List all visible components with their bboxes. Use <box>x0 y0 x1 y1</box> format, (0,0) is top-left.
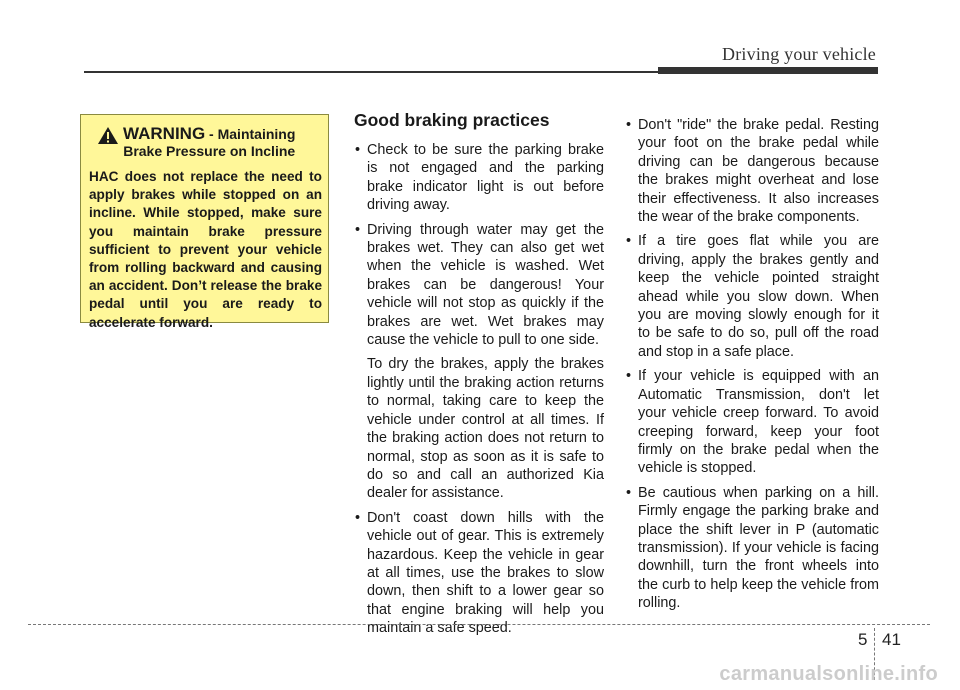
list-item: • Driving through water may get the brakes wet. They can also get wet when the vehicle is washed. Wet brakes can be dangerous! Your vehicle will not stop as quickly if the brakes are wet. Wet brakes may cause the vehicle to pull to one side. <box>354 221 604 350</box>
list-item: • Don't "ride" the brake pedal. Resting your foot on the brake pedal while driving can be dangerous because the brakes might overheat and lose their effectiveness. It also increases the wear of the brake components. <box>625 116 879 226</box>
warning-title <box>89 125 322 160</box>
warning-body: HAC does not replace the need to apply brakes while stopped on an incline. While stopped, make sure you maintain brake pressure sufficient to prevent your vehicle from rolling backward and causing an accident. Don’t release the brake pedal until you are ready to accelerate forward. <box>89 169 322 330</box>
list-item: • Be cautious when parking on a hill. Firmly engage the parking brake and place the shift lever in P (automatic transmission). If your vehicle is facing downhill, turn the front wheels into the curb to help keep the vehicle from rolling. <box>625 484 879 613</box>
column-middle <box>354 110 604 644</box>
warning-triangle-icon <box>97 126 119 145</box>
list-item: • Don't coast down hills with the vehicle out of gear. This is extremely hazardous. Keep the vehicle in gear at all times, use the brakes to slow down, then shift to a lower gear so that engine braking will help you maintain a safe speed. <box>354 509 604 638</box>
footer-rule <box>28 624 930 625</box>
section-heading: Good braking practices <box>354 110 550 130</box>
running-header: Driving your vehicle <box>722 44 876 64</box>
header-rule <box>84 71 660 73</box>
chapter-number: 5 <box>858 630 868 649</box>
wet-brakes-followup: To dry the brakes, apply the brakes lightly until the braking action returns to normal, taking care to keep the vehicle under control at all times. If the braking action does not return to normal, stop as soon as it is safe to do so and call an authorized Kia dealer for assistance. <box>367 356 604 502</box>
page-number: 41 <box>882 630 901 649</box>
list-item: • If your vehicle is equipped with an Automatic Transmission, don't let your vehicle creep forward. To avoid creeping forward, keep your foot firmly on the brake pedal when the vehicle is stopped. <box>625 367 879 477</box>
braking-tips-list-continued <box>625 116 879 613</box>
warning-box <box>80 114 329 330</box>
list-item: • If a tire goes flat while you are driving, apply the brakes gently and keep the vehicle pointed straight ahead while you slow down. When you are moving slowly enough for it to be safe to do so, pull off the road and stop in a safe place. <box>625 232 879 361</box>
warning-label: WARNING <box>123 124 206 143</box>
warning-title-suffix: - Maintaining <box>205 126 296 142</box>
watermark: carmanualsonline.info <box>719 663 938 685</box>
braking-tips-list <box>354 141 604 349</box>
warning-title-line2: Brake Pressure on Incline <box>123 143 296 159</box>
header-rule-accent <box>658 67 878 74</box>
column-right <box>625 116 879 619</box>
list-item: • Check to be sure the parking brake is not engaged and the parking brake indicator light is out before driving away. <box>354 141 604 215</box>
